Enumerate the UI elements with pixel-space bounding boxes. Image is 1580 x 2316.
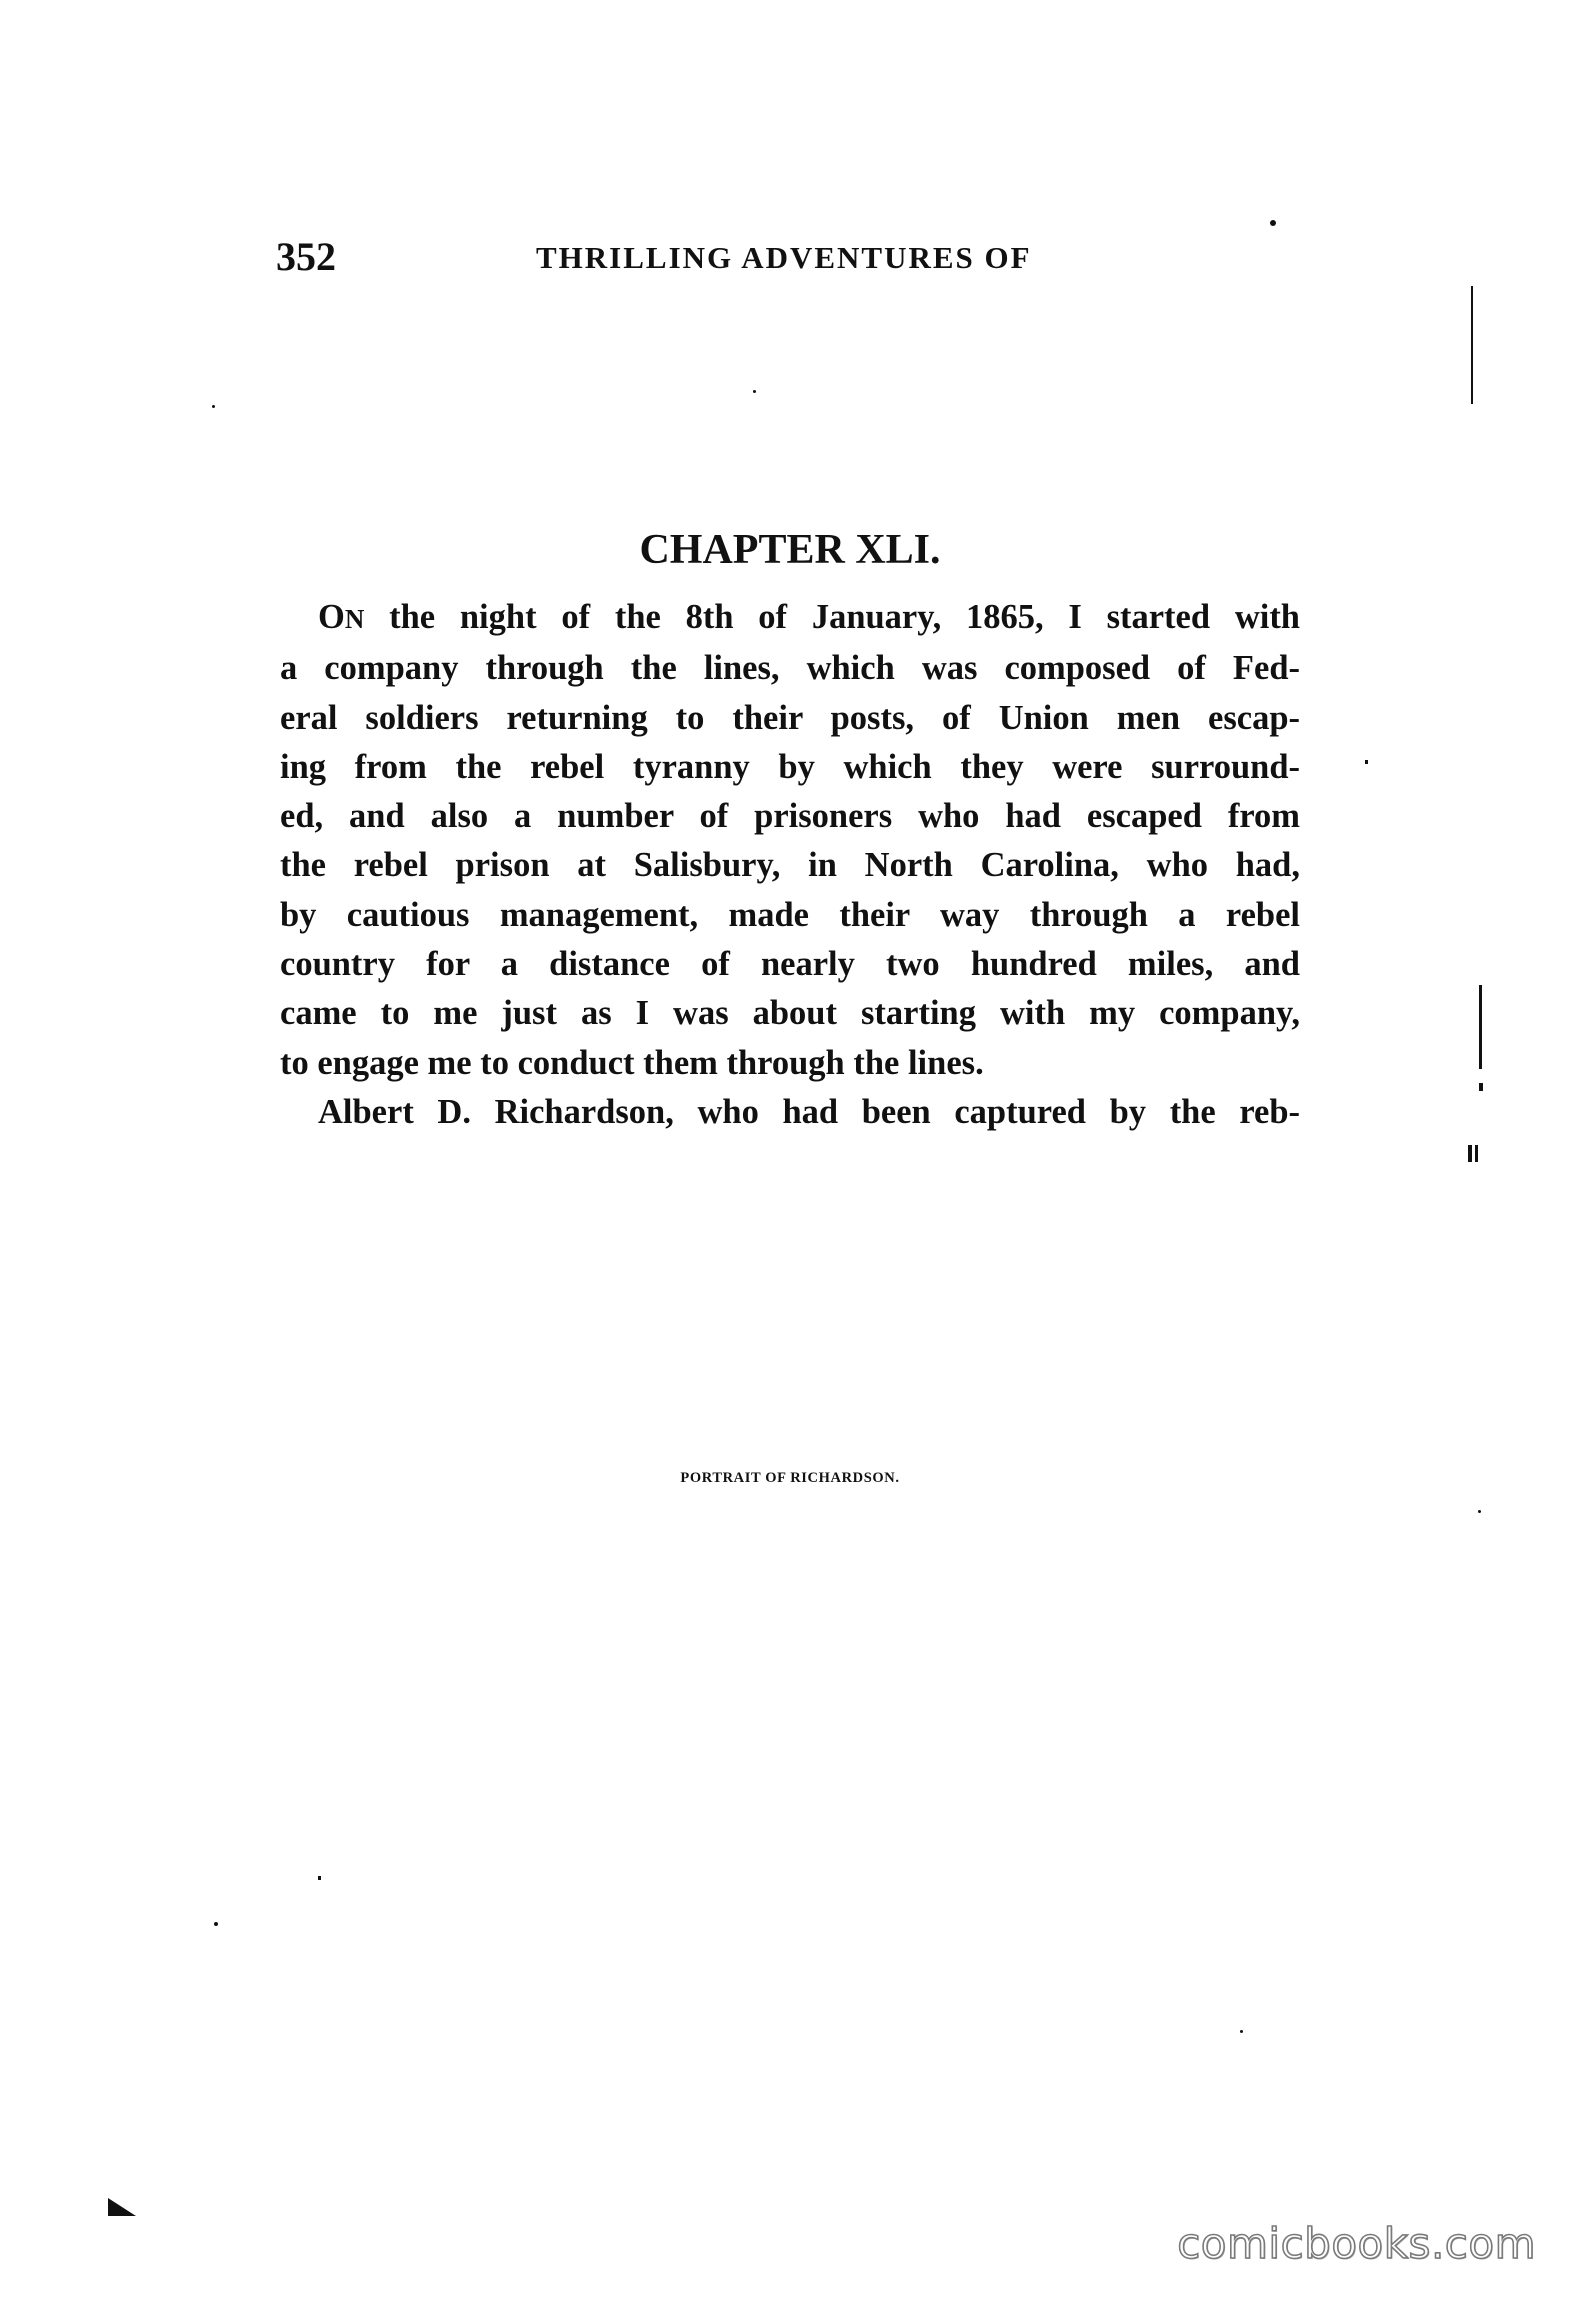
chapter-heading: CHAPTER XLI. [639, 527, 941, 573]
watermark-logo: comicbooks.com [1177, 2219, 1536, 2268]
running-head [276, 232, 1306, 282]
scan-speck [1475, 1145, 1478, 1162]
lead-letter: O [318, 598, 345, 636]
scan-speck [1468, 1145, 1472, 1162]
scan-speck [753, 390, 756, 393]
scan-corner-mark [108, 2198, 138, 2218]
scan-speck [212, 405, 215, 408]
paragraph-line: a company through the lines, which was composed of Fed- [280, 649, 1300, 688]
paragraph-line: ed, and also a number of prisoners who had escaped from [280, 797, 1300, 836]
body-text [280, 593, 1300, 1137]
scan-speck [318, 1876, 321, 1880]
scan-speck [1478, 1510, 1481, 1513]
scan-speck [1240, 2030, 1243, 2033]
paragraph-line: country for a distance of nearly two hundred miles, and [280, 945, 1300, 984]
scan-margin-line [1479, 985, 1482, 1069]
paragraph-line [280, 593, 1300, 644]
scan-speck [1270, 220, 1276, 226]
line-text: the night of the 8th of January, 1865, I started with [364, 598, 1300, 636]
scan-margin-line [1471, 286, 1473, 404]
paragraph-line: the rebel prison at Salisbury, in North Carolina, who had, [280, 846, 1300, 885]
page-number: 352 [276, 234, 336, 279]
paragraph-line: to engage me to conduct them through the lines. [280, 1043, 984, 1082]
running-title: THRILLING ADVENTURES OF [536, 240, 1032, 275]
paragraph-line: ing from the rebel tyranny by which they were surround- [280, 747, 1300, 786]
paragraph-line: came to me just as I was about starting with my company, [280, 994, 1300, 1033]
scan-speck [1479, 1083, 1483, 1091]
scan-speck [214, 1922, 218, 1926]
paragraph-1 [280, 593, 1300, 1088]
paragraph-line: Albert D. Richardson, who had been captured by the reb- [318, 1092, 1300, 1131]
paragraph-line: by cautious management, made their way through a rebel [280, 895, 1300, 934]
lead-letter-smallcap: N [344, 604, 365, 634]
illustration-caption: PORTRAIT OF RICHARDSON. [680, 1470, 900, 1486]
paragraph-2 [280, 1088, 1300, 1137]
scan-speck [1365, 760, 1368, 764]
paragraph-line: eral soldiers returning to their posts, of Union men escap- [280, 698, 1300, 737]
